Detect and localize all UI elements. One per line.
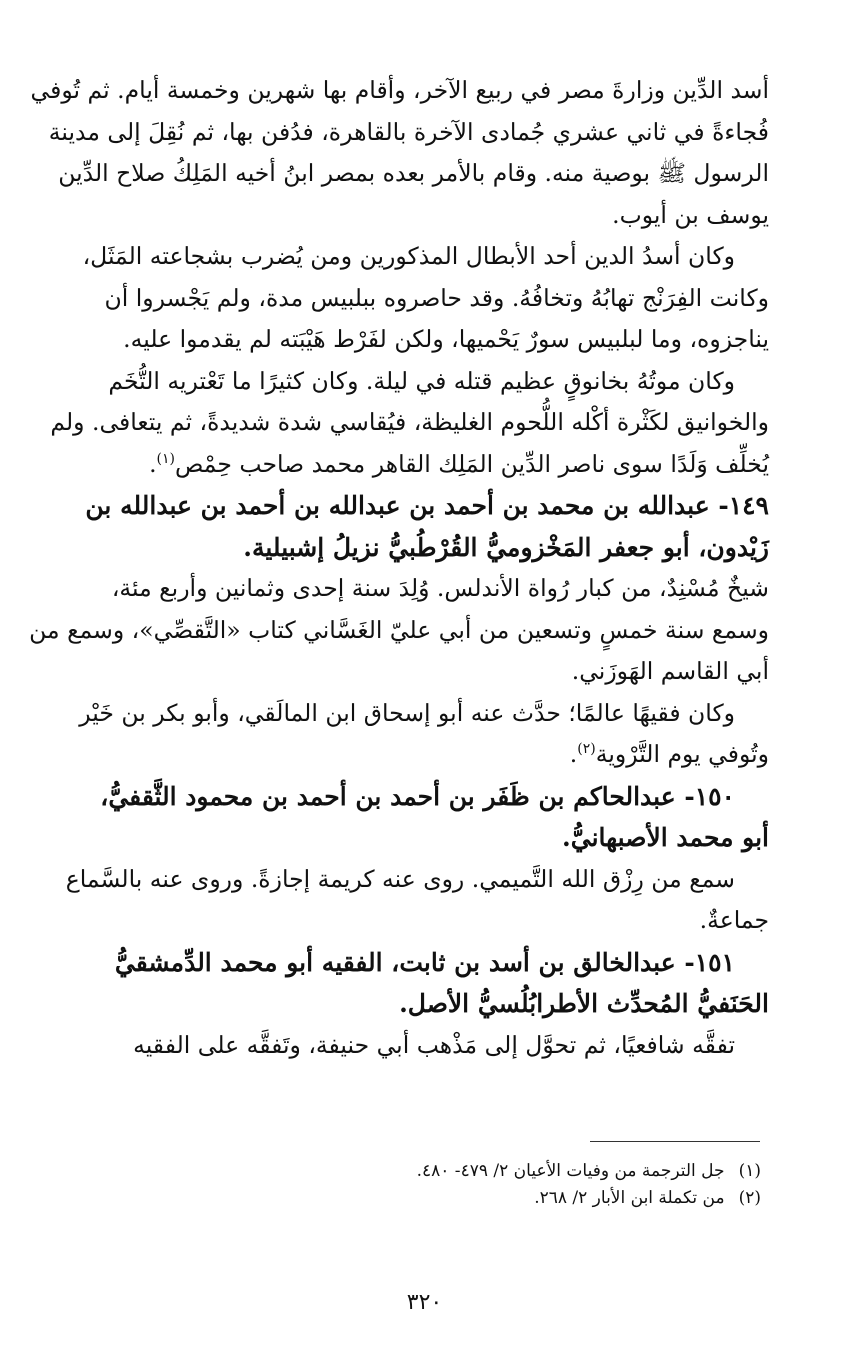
text-line: والخوانيق لكَثْرة أكْله اللُّحوم الغليظة، فيُقاسي شدة شديدةً، ثم يتعافى. ولم: [50, 408, 769, 436]
text-line: وسمع سنة خمسٍ وتسعين من أبي عليّ الغَسَّاني كتاب «التَّقصِّي»، وسمع من: [29, 615, 769, 644]
footnote-number: (٢): [738, 1188, 761, 1208]
text-line: وكانت الفِرَنْج تهابُهُ وتخافُهُ. وقد حاصروه ببلبيس مدة، ولم يَجْسروا أن: [104, 283, 769, 312]
text-line: أبي القاسم الهَوزَني.: [571, 657, 769, 685]
footnote-text: جل الترجمة من وفيات الأعيان ٢/ ٤٧٩- ٤٨٠.: [416, 1161, 725, 1181]
entry-heading-150: [22, 776, 769, 859]
paragraph: [22, 1025, 769, 1067]
footnote-text: من تكملة ابن الأبار ٢/ ٢٦٨.: [534, 1188, 725, 1208]
text-line: وكان فقيهًا عالمًا؛ حدَّث عنه أبو إسحاق ابن المالَقي، وأبو بكر بن خَيْر: [79, 698, 735, 727]
text-line: فُجاءةً في ثاني عشري جُمادى الآخرة بالقاهرة، فدُفن بها، ثم نُقِلَ إلى مدينة: [48, 117, 769, 146]
text-segment: وتُوفي يوم التَّرْوية: [595, 740, 769, 768]
text-line: يُخلِّف وَلَدًا سوى ناصر الدِّين المَلِك القاهر محمد صاحب حِمْص$^{(١)}$.: [149, 449, 769, 478]
footnote-ref: (١): [156, 450, 176, 467]
text-segment: يُخلِّف وَلَدًا سوى ناصر الدِّين المَلِك القاهر محمد صاحب حِمْص: [175, 449, 769, 478]
text-line: الحَنَفيُّ المُحدِّث الأطرابُلُسيُّ الأصل.: [399, 989, 769, 1018]
text-line: جماعةٌ.: [699, 906, 769, 934]
entry-heading-151: [22, 942, 769, 1025]
text-line: وكان موتُهُ بخانوقٍ عظيم قتله في ليلة. وكان كثيرًا ما تَعْتريه التُّخَم: [108, 366, 735, 395]
text-line: يوسف بن أيوب.: [612, 200, 769, 229]
text-line: ١٥١- عبدالخالق بن أسد بن ثابت، الفقيه أبو محمد الدِّمشقيُّ: [114, 947, 735, 977]
text-line: الرسول ﷺ بوصية منه. وقام بالأمر بعده بمصر ابنُ أخيه المَلِكُ صلاح الدِّين: [58, 159, 769, 187]
paragraph: [22, 361, 769, 486]
text-line: زَيْدون، أبو جعفر المَخْزوميُّ القُرْطُبيُّ نزيلُ إشبيلية.: [243, 532, 769, 562]
footnote-divider: [590, 1141, 760, 1142]
paragraph: [22, 236, 769, 361]
paragraph: [22, 568, 769, 693]
text-line: أبو محمد الأصبهانيُّ.: [562, 823, 769, 852]
paragraph: [22, 70, 769, 236]
entry-heading-149: [22, 485, 769, 568]
text-line: ١٥٠- عبدالحاكم بن ظَفَر بن أحمد بن أحمد بن محمود الثَّقفيُّ،: [100, 781, 735, 811]
text-line: وتُوفي يوم التَّرْوية$^{(٢)}$.: [569, 740, 769, 768]
text-line: أسد الدِّين وزارةَ مصر في ربيع الآخر، وأقام بها شهرين وخمسة أيام. ثم تُوفي: [30, 76, 769, 104]
footnote-number: (١): [738, 1161, 761, 1181]
footnote: [22, 1185, 761, 1212]
text-line: ١٤٩- عبدالله بن محمد بن أحمد بن عبدالله بن أحمد بن عبدالله بن: [85, 491, 769, 520]
main-text: [22, 70, 769, 1066]
paragraph: [22, 693, 769, 776]
footnote: [22, 1158, 761, 1185]
text-line: سمع من رِزْق الله التَّميمي. روى عنه كريمة إجازةً. وروى عنه بالسَّماع: [65, 864, 735, 893]
text-line: وكان أسدُ الدين أحد الأبطال المذكورين ومن يُضرب بشجاعته المَثَل،: [82, 242, 735, 270]
footnote-ref: (٢): [577, 741, 596, 758]
text-line: تفقَّه شافعيًا، ثم تحوَّل إلى مَذْهب أبي حنيفة، وتَفقَّه على الفقيه: [133, 1030, 735, 1059]
text-line: يناجزوه، وما لبلبيس سورٌ يَحْميها، ولكن لفَرْط هَيْبَته لم يقدموا عليه.: [123, 325, 769, 353]
text-line: شيخٌ مُسْنِدٌ، من كبار رُواة الأندلس. وُلِدَ سنة إحدى وثمانين وأربع مئة،: [111, 574, 769, 602]
footnotes: [22, 1158, 761, 1212]
paragraph: [22, 859, 769, 942]
page-number: ٣٢٠: [406, 1290, 443, 1315]
